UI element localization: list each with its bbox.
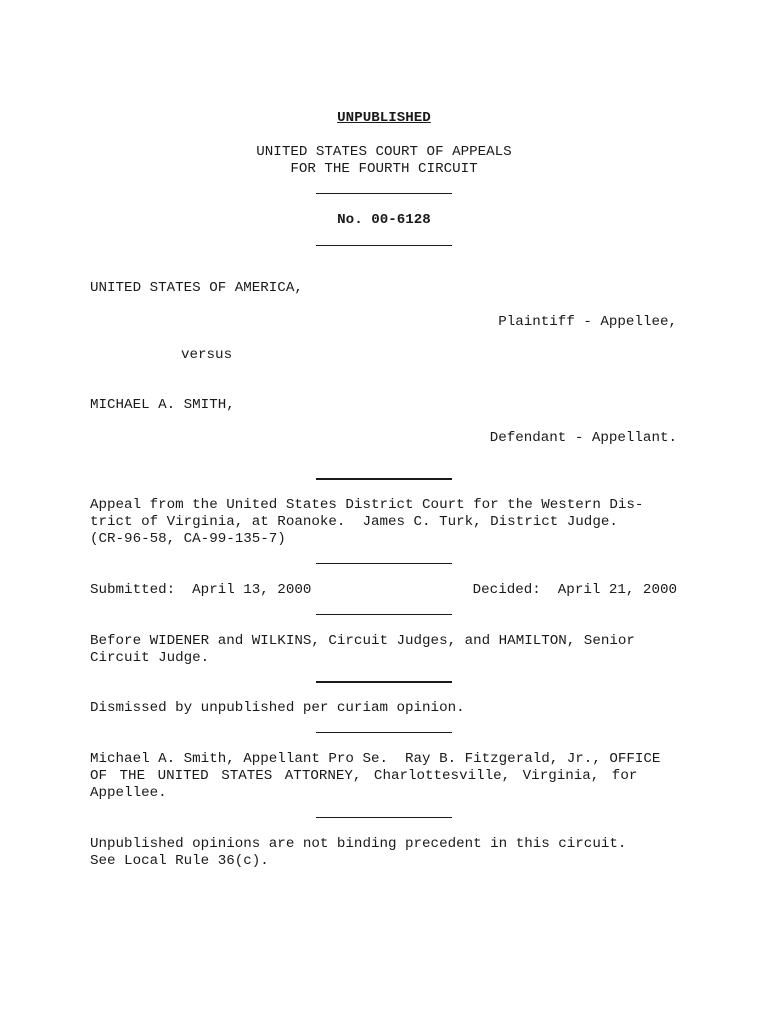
panel-line-1: Before WIDENER and WILKINS, Circuit Judges, and HAMILTON, Senior <box>90 633 635 649</box>
appeal-line-1: Appeal from the United States District Court for the Western Dis- <box>90 497 644 513</box>
court-name-line1: UNITED STATES COURT OF APPEALS <box>256 144 512 160</box>
divider-rule <box>316 478 452 480</box>
unpublished-label: UNPUBLISHED <box>337 110 431 126</box>
divider-rule <box>316 817 452 818</box>
divider-rule <box>316 245 452 246</box>
divider-rule <box>316 193 452 194</box>
counsel-line-3: Appellee. <box>90 785 167 801</box>
divider-rule <box>316 614 452 615</box>
versus-label: versus <box>181 347 233 363</box>
appeal-line-2: trict of Virginia, at Roanoke. James C. Turk, District Judge. <box>90 514 618 530</box>
precedent-notice-line-1: Unpublished opinions are not binding precedent in this circuit. <box>90 836 627 852</box>
decided-date: Decided: April 21, 2000 <box>472 582 677 598</box>
counsel-line-2: OF THE UNITED STATES ATTORNEY, Charlottesville, Virginia, for <box>90 768 638 784</box>
counsel-line-1: Michael A. Smith, Appellant Pro Se. Ray B. Fitzgerald, Jr., OFFICE <box>90 751 661 767</box>
defendant-role: Defendant - Appellant. <box>489 430 677 446</box>
appeal-line-3: (CR-96-58, CA-99-135-7) <box>90 531 286 547</box>
panel-line-2: Circuit Judge. <box>90 650 210 666</box>
divider-rule <box>316 732 452 733</box>
plaintiff-name: UNITED STATES OF AMERICA, <box>90 280 303 296</box>
precedent-notice-line-2: See Local Rule 36(c). <box>90 853 269 869</box>
divider-rule <box>316 563 452 564</box>
plaintiff-role: Plaintiff - Appellee, <box>498 314 677 330</box>
case-number: No. 00-6128 <box>337 212 431 228</box>
divider-rule <box>316 681 452 683</box>
submitted-date: Submitted: April 13, 2000 <box>90 582 312 598</box>
defendant-name: MICHAEL A. SMITH, <box>90 397 235 413</box>
disposition-text: Dismissed by unpublished per curiam opinion. <box>90 700 465 716</box>
court-name-line2: FOR THE FOURTH CIRCUIT <box>290 161 478 177</box>
